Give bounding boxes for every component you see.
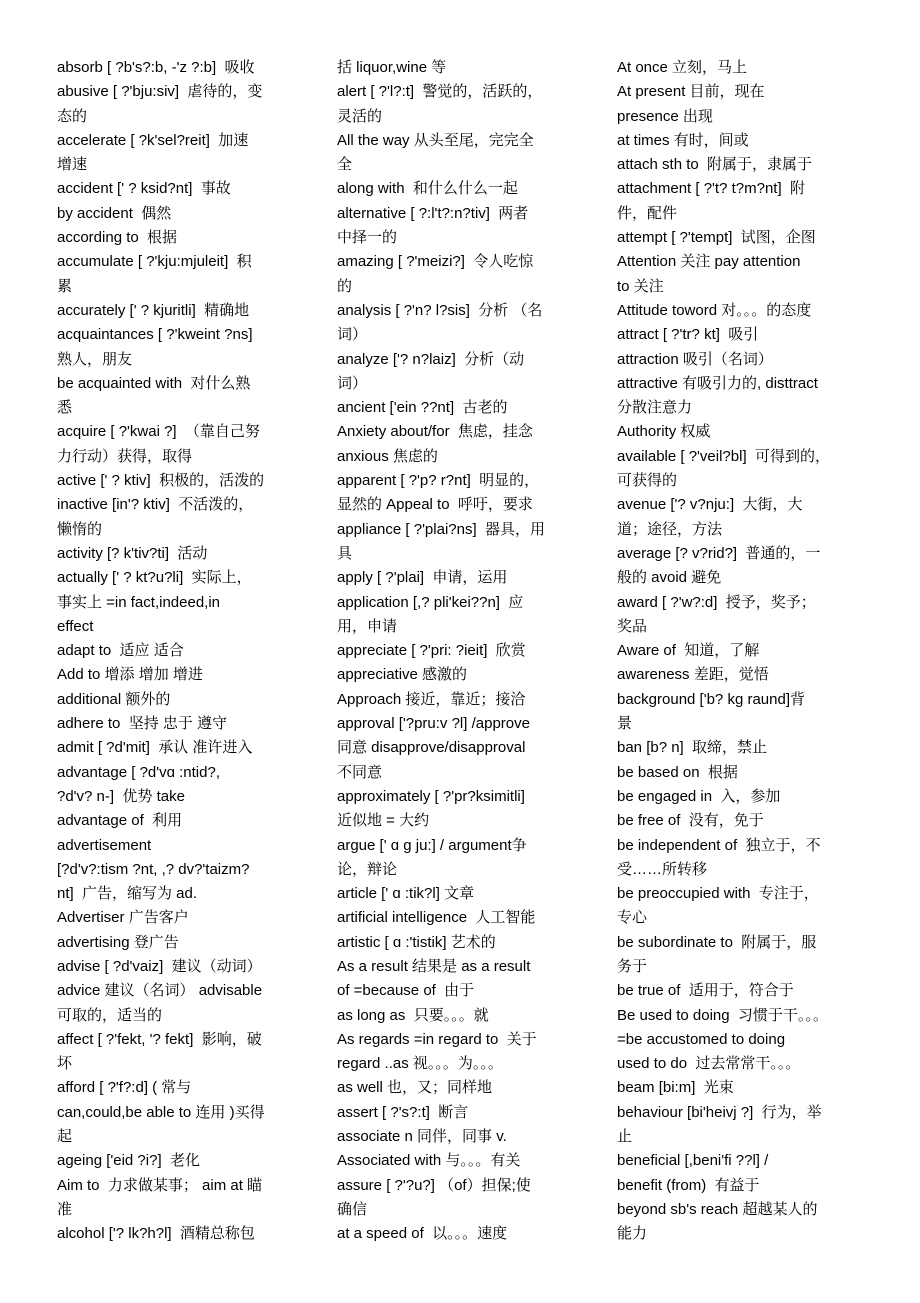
- text-line: can,could,be able to 连用 )买得: [57, 1103, 265, 1121]
- text-line: appliance [ ?'plai?ns] 器具，用: [337, 520, 545, 538]
- text-line: 增速: [57, 156, 88, 174]
- text-line: associate n 同伴，同事 v.: [337, 1128, 507, 1146]
- text-line: 近似地 = 大约: [337, 812, 430, 830]
- text-line: beyond sb's reach 超越某人的: [617, 1200, 818, 1218]
- text-line: Add to 增添 增加 增进: [57, 666, 203, 684]
- text-line: as long as 只要。。。就: [337, 1006, 489, 1024]
- text-line: advantage of 利用: [57, 812, 183, 830]
- text-line: approximately [ ?'pr?ksimitli]: [337, 787, 525, 805]
- text-line: advise [ ?d'vaiz] 建议（动词）: [57, 957, 262, 975]
- text-line: assert [ ?'s?:t] 断言: [337, 1103, 469, 1121]
- text-line: ban [b? n] 取缔，禁止: [617, 739, 768, 757]
- text-line: approval ['?pru:v ?l] /approve: [337, 715, 530, 733]
- text-line: 般的 avoid 避免: [617, 569, 722, 587]
- text-line: attach sth to 附属于，隶属于: [617, 156, 813, 174]
- text-line: 全: [337, 156, 353, 174]
- text-line: absorb [ ?b's?:b, -'z ?:b] 吸收: [57, 59, 255, 76]
- text-line: accelerate [ ?k'sel?reit] 加速: [57, 131, 249, 149]
- text-line: avenue ['? v?nju:] 大街，大: [617, 496, 803, 514]
- text-line: 态的: [57, 107, 88, 125]
- text-line: activity [? k'tiv?ti] 活动: [57, 544, 208, 562]
- text-line: At once 立刻，马上: [617, 59, 748, 76]
- text-line: at times 有时，间或: [617, 131, 749, 149]
- text-line: appreciate [ ?'pri: ?ieit] 欣赏: [337, 642, 526, 660]
- text-line: advertisement: [57, 836, 152, 854]
- text-line: 力行动）获得，取得: [57, 447, 193, 465]
- text-line: 道；途径，方法: [617, 520, 723, 538]
- text-line: analyze ['? n?laiz] 分析（动: [337, 350, 525, 368]
- text-line: 景: [617, 715, 633, 733]
- text-line: alert [ ?'l?:t] 警觉的，活跃的，: [337, 83, 543, 101]
- text-line: advantage [ ?d'vɑ :ntid?,: [57, 763, 220, 781]
- text-line: additional 额外的: [57, 690, 171, 708]
- text-line: 事实上 =in fact,indeed,in: [57, 593, 221, 611]
- text-line: alternative [ ?:l't?:n?tiv] 两者: [337, 204, 529, 222]
- text-line: at a speed of 以。。。速度: [337, 1225, 508, 1243]
- text-line: behaviour [bi'heivj ?] 行为，举: [617, 1103, 822, 1121]
- text-line: regard ..as 视。。。为。。。: [337, 1055, 503, 1073]
- text-line: ?d'v? n-] 优势 take: [57, 787, 185, 805]
- text-line: benefit (from) 有益于: [617, 1176, 760, 1194]
- text-line: of =because of 由于: [337, 982, 475, 1000]
- text-line: 奖品: [617, 617, 648, 635]
- text-line: adhere to 坚持 忠于 遵守: [57, 715, 228, 733]
- text-line: be independent of 独立于，不: [617, 836, 821, 854]
- text-line: active [' ? ktiv] 积极的，活泼的: [57, 472, 265, 490]
- text-line: be subordinate to 附属于，服: [617, 933, 817, 951]
- text-line: be based on 根据: [617, 763, 738, 781]
- text-line: attempt [ ?'tempt] 试图，企图: [617, 229, 816, 247]
- text-line: accurately [' ? kjuritli] 精确地: [57, 301, 250, 319]
- text-line: award [ ?'w?:d] 授予，奖予；: [617, 593, 816, 611]
- text-line: 灵活的: [337, 107, 383, 125]
- text-line: alcohol ['? lk?h?l] 酒精总称包: [57, 1225, 255, 1243]
- text-line: 专心: [617, 909, 648, 927]
- text-line: 词）: [337, 326, 368, 344]
- text-line: beneficial [,beni'fi ??l] /: [617, 1152, 769, 1170]
- text-line: attractive 有吸引力的, disttract: [617, 374, 818, 392]
- text-line: 的: [337, 277, 353, 295]
- text-line: Anxiety about/for 焦虑，挂念: [337, 423, 533, 441]
- text-line: At present 目前，现在: [617, 83, 765, 101]
- text-line: acquaintances [ ?'kweint ?ns]: [57, 326, 253, 344]
- text-line: actually [' ? kt?u?li] 实际上，: [57, 569, 252, 587]
- text-line: =be accustomed to doing: [617, 1030, 786, 1048]
- text-line: apparent [ ?'p? r?nt] 明显的，: [337, 472, 540, 490]
- text-line: be true of 适用于，符合于: [617, 982, 794, 1000]
- text-line: Authority 权威: [617, 423, 711, 441]
- text-line: artistic [ ɑ :'tistik] 艺术的: [337, 933, 496, 951]
- text-line: 中择一的: [337, 229, 398, 247]
- text-line: 受……所转移: [617, 860, 708, 878]
- text-line: 可获得的: [617, 472, 678, 490]
- text-line: available [ ?'veil?bl] 可得到的，: [617, 447, 830, 465]
- text-line: Attitude toword 对。。。的态度: [617, 301, 812, 319]
- text-line: assure [ ?'?u?] （of）担保;使: [337, 1176, 531, 1194]
- text-line: acquire [ ?'kwai ?] （靠自己努: [57, 423, 260, 441]
- text-line: 务于: [617, 957, 648, 975]
- text-line: 累: [57, 277, 73, 295]
- text-line: Be used to doing 习惯于干。。。: [617, 1006, 828, 1024]
- text-line: article [' ɑ :tik?l] 文章: [337, 885, 475, 903]
- text-line: As regards =in regard to 关于: [337, 1030, 537, 1048]
- text-line: All the way 从头至尾，完完全: [337, 131, 534, 149]
- text-line: 准: [57, 1200, 73, 1218]
- text-line: Associated with 与。。。有关: [337, 1152, 521, 1170]
- text-line: [?d'v?:tism ?nt, ,? dv?'taizm?: [57, 860, 250, 878]
- text-line: effect: [57, 617, 94, 635]
- text-line: according to 根据: [57, 229, 178, 247]
- text-line: affect [ ?'fekt, '? fekt] 影响，破: [57, 1030, 262, 1048]
- text-line: amazing [ ?'meizi?] 令人吃惊: [337, 253, 534, 271]
- text-line: 显然的 Appeal to 呼吁，要求: [337, 496, 533, 514]
- text-line: background ['b? kɡ raund]背: [617, 690, 805, 708]
- text-line: anxious 焦虑的: [337, 447, 438, 465]
- text-line: Aim to 力求做某事； aim at 瞄: [57, 1176, 263, 1194]
- text-line: 确信: [337, 1200, 368, 1218]
- text-line: 词）: [337, 374, 368, 392]
- text-line: admit [ ?d'mit] 承认 准许进入: [57, 739, 253, 757]
- text-line: average [? v?rid?] 普通的，一: [617, 544, 821, 562]
- text-line: Aware of 知道，了解: [617, 642, 760, 660]
- text-line: advertising 登广告: [57, 933, 179, 951]
- text-line: 坏: [57, 1055, 73, 1073]
- text-line: abusive [ ?'bju:siv] 虐待的，变: [57, 83, 263, 101]
- text-line: appreciative 感激的: [337, 666, 468, 684]
- text-line: be free of 没有，免于: [617, 812, 764, 830]
- text-line: 可取的，适当的: [57, 1006, 163, 1024]
- text-line: Attention 关注 pay attention: [617, 253, 801, 271]
- text-line: 能力: [617, 1225, 648, 1243]
- text-line: advice 建议（名词） advisable: [57, 982, 263, 1000]
- text-line: Approach 接近，靠近；接洽: [337, 690, 526, 708]
- text-line: attachment [ ?'t? t?m?nt] 附: [617, 180, 805, 198]
- text-line: 同意 disapprove/disapproval: [337, 739, 526, 757]
- text-line: 分散注意力: [617, 399, 693, 417]
- text-line: accident [' ? ksid?nt] 事故: [57, 180, 231, 198]
- text-line: application [,? pli'kei??n] 应: [337, 593, 524, 611]
- vocab-column-right: [617, 56, 870, 1303]
- vocab-column-middle: [337, 56, 590, 1303]
- text-line: 论，辩论: [337, 860, 398, 878]
- text-line: be acquainted with 对什么熟: [57, 374, 251, 392]
- text-line: presence 出现: [617, 107, 713, 125]
- text-line: afford [ ?'f?:d] ( 常与: [57, 1079, 192, 1097]
- text-line: adapt to 适应 适合: [57, 642, 184, 660]
- text-line: 不同意: [337, 763, 383, 781]
- text-line: Advertiser 广告客户: [57, 909, 189, 927]
- text-line: analysis [ ?'n? l?sis] 分析 （名: [337, 301, 543, 319]
- text-line: artificial intelligence 人工智能: [337, 909, 536, 927]
- text-line: 懒惰的: [57, 520, 103, 538]
- text-line: As a result 结果是 as a result: [337, 957, 531, 975]
- text-line: beam [bi:m] 光束: [617, 1079, 734, 1097]
- text-line: 熟人，朋友: [57, 350, 133, 368]
- text-line: 悉: [57, 399, 73, 417]
- text-line: argue [' ɑ ɡ ju:] / argument争: [337, 836, 527, 854]
- text-line: be engaged in 入，参加: [617, 787, 781, 805]
- text-line: attraction 吸引（名词）: [617, 350, 773, 368]
- vocab-column-left: [57, 56, 310, 1303]
- text-line: used to do 过去常常干。。。: [617, 1055, 801, 1073]
- text-line: 起: [57, 1128, 73, 1146]
- text-line: by accident 偶然: [57, 204, 172, 222]
- text-line: apply [ ?'plai] 申请，运用: [337, 569, 508, 587]
- text-line: along with 和什么什么一起: [337, 180, 518, 198]
- text-line: 具: [337, 544, 353, 562]
- text-line: 括 liquor,wine 等: [337, 59, 447, 76]
- text-line: ancient ['ein ??nt] 古老的: [337, 399, 508, 417]
- text-line: to 关注: [617, 277, 664, 295]
- text-line: accumulate [ ?'kju:mjuleit] 积: [57, 253, 252, 271]
- text-line: inactive [in'? ktiv] 不活泼的，: [57, 496, 254, 514]
- text-line: nt] 广告，缩写为 ad.: [57, 885, 198, 903]
- text-line: ageing ['eid ?i?] 老化: [57, 1152, 200, 1170]
- text-line: 用，申请: [337, 617, 398, 635]
- text-line: as well 也，又；同样地: [337, 1079, 493, 1097]
- text-line: attract [ ?'tr? kt] 吸引: [617, 326, 759, 344]
- text-line: 件，配件: [617, 204, 678, 222]
- text-line: awareness 差距，觉悟: [617, 666, 769, 684]
- text-line: be preoccupied with 专注于，: [617, 885, 819, 903]
- text-line: 止: [617, 1128, 633, 1146]
